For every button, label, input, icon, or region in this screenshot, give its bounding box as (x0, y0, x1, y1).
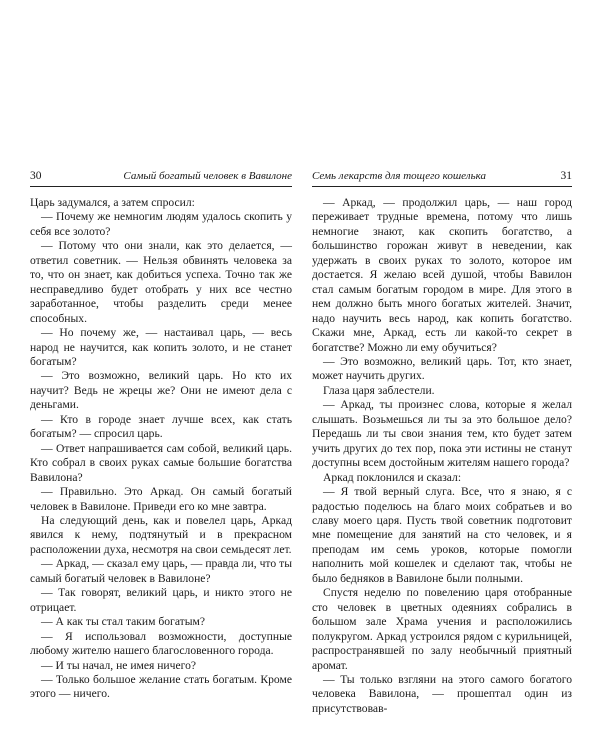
left-body-text (30, 196, 292, 702)
paragraph: — Но почему же, — настаивал царь, — весь народ не научится, как копить золото, и не станет богатым? (30, 326, 292, 368)
right-body-text (312, 196, 572, 716)
paragraph: — Почему же немногим людям удалось скопить у себя все золото? (30, 210, 292, 238)
paragraph: — Ответ напрашивается сам собой, великий царь. Кто собрал в своих руках самые большие богатства Вавилона? (30, 441, 292, 484)
paragraph: — А как ты стал таким богатым? (41, 615, 205, 629)
paragraph: Аркад поклонился и сказал: (323, 470, 462, 484)
paragraph: Спустя неделю по повелению царя отобранные сто человек в цветных одеяниях собрались в большом зале Храма учения и расположились полукругом. Аркад устроился рядом с курильницей, распространявшей по залу необычный приятный аромат. (312, 586, 572, 672)
paragraph: Царь задумался, а затем спросил: (30, 196, 195, 209)
left-running-title: Самый богатый человек в Вавилоне (123, 170, 292, 182)
left-page-number: 30 (30, 170, 42, 182)
paragraph: — Ты только взгляни на этого самого богатого человека Вавилона, — прошептал один из присутствовав- (312, 672, 572, 715)
paragraph: На следующий день, как и повелел царь, Аркад явился к нему, подтянутый и в прекрасном расположении духа, несмотря на свои семьдесят лет. (30, 513, 292, 556)
paragraph: — Так говорят, великий царь, и никто этого не отрицает. (30, 586, 292, 614)
paragraph: — Кто в городе знает лучше всех, как стать богатым? — спросил царь. (30, 412, 292, 441)
right-page-number: 31 (560, 170, 572, 182)
paragraph: — Аркад, — сказал ему царь, — правда ли, что ты самый богатый человек в Вавилоне? (30, 557, 292, 585)
left-running-head (30, 170, 292, 187)
paragraph: — Я твой верный слуга. Все, что я знаю, я с радостью поделюсь на благо моих собратьев и во славу моего царя. Пусть твой советник подготовит мне помещение для занятий на сто человек, и я преподам им семь уроков, которые помогли наполнить мой кошелек и сделают так, чтобы не было бедняков в Вавилоне были полными. (312, 485, 572, 585)
paragraph: — Это возможно, великий царь. Тот, кто знает, может научить других. (312, 354, 572, 383)
right-running-head (312, 170, 572, 187)
paragraph: — Только большое желание стать богатым. Кроме этого — ничего. (30, 672, 292, 701)
paragraph: — Это возможно, великий царь. Но кто их научит? Ведь не жрецы же? Они не имеют дела с деньгами. (30, 369, 292, 412)
right-running-title: Семь лекарств для тощего кошелька (312, 170, 486, 182)
left-page (30, 170, 292, 701)
paragraph: — Потому что они знали, как это делается, — ответил советник. — Нельзя обвинять человека за то, что он знает, как добиться успеха. Точно так же несправедливо будет отобрать у них все честно заработанное, чтобы разделить среди менее способных. (30, 239, 292, 325)
paragraph: — И ты начал, не имея ничего? (41, 658, 197, 672)
paragraph: — Правильно. Это Аркад. Он самый богатый человек в Вавилоне. Приведи его ко мне завтра. (30, 485, 292, 513)
paragraph: — Аркад, ты произнес слова, которые я желал слышать. Возьмешься ли ты за это большое дело? Передашь ли ты свои знания тем, кто будет затем учить других до тех пор, пока эти истины не станут доступны всем достойным жителям нашего города? (312, 398, 572, 470)
paragraph: — Аркад, — продолжил царь, — наш город переживает трудные времена, потому что лишь немногие знают, как скопить богатство, а большинство горожан живут в неведении, как удержать в своих руках то золото, которое им достается. Я желаю всей душой, чтобы Вавилон стал самым богатым городом в мире. Для этого в нем должно быть много богатых жителей. Значит, надо научить весь народ, как копить богатство. Скажи мне, Аркад, есть ли какой-то секрет в богатстве? Можно ли ему обучиться? (312, 196, 572, 354)
right-page (312, 170, 572, 715)
paragraph: Глаза царя заблестели. (323, 383, 435, 397)
paragraph: — Я использовал возможности, доступные любому жителю нашего благословенного города. (30, 629, 292, 658)
